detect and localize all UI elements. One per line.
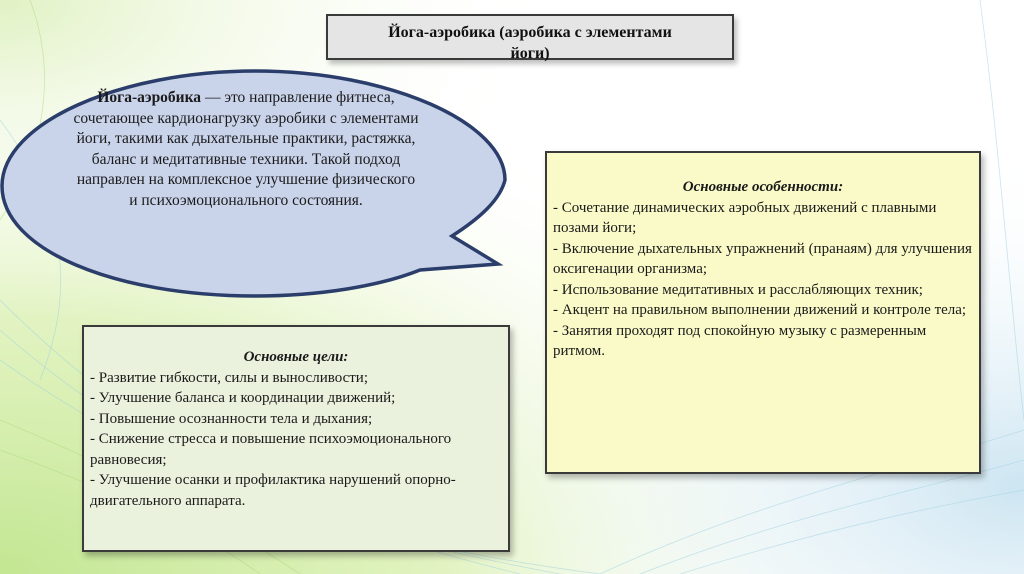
- goals-heading: Основные цели:: [243, 349, 349, 365]
- slide-title-line1: Йога-аэробика (аэробика с элементами: [388, 24, 672, 41]
- slide-title: [326, 14, 734, 60]
- list-item: - Использование медитативных и расслабляющих техник;: [553, 281, 923, 298]
- goals-list: [90, 368, 502, 512]
- features-heading: Основные особенности:: [682, 179, 844, 195]
- list-item: - Повышение осознанности тела и дыхания;: [90, 410, 373, 427]
- list-item: - Включение дыхательных упражнений (пранаям) для улучшения оксигенации организма;: [553, 240, 972, 277]
- list-item: - Снижение стресса и повышение психоэмоционального равновесия;: [90, 431, 452, 468]
- list-item: - Улучшение баланса и координации движений;: [90, 390, 396, 406]
- slide-title-line2: йоги): [510, 45, 550, 62]
- features-panel: [545, 151, 981, 474]
- list-item: - Акцент на правильном выполнении движений и контроле тела;: [553, 302, 967, 318]
- list-item: - Улучшение осанки и профилактика нарушений опорно-двигательного аппарата.: [90, 472, 456, 509]
- features-list: [553, 198, 973, 362]
- list-item: - Сочетание динамических аэробных движений с плавными позами йоги;: [553, 199, 937, 236]
- definition-text: [72, 88, 420, 211]
- list-item: - Развитие гибкости, силы и выносливости;: [90, 369, 368, 386]
- goals-panel: [82, 325, 510, 552]
- list-item: - Занятия проходят под спокойную музыку с размеренным ритмом.: [553, 322, 927, 359]
- definition-body: — это направление фитнеса, сочетающее кардионагрузку аэробики с элементами йоги, такими как дыхательные практики, растяжка, баланс и медитативные техники. Такой подход направлен на комплексное улучшение физического и психоэмоционального состояния.: [73, 89, 419, 209]
- definition-term: Йога-аэробика: [97, 89, 202, 106]
